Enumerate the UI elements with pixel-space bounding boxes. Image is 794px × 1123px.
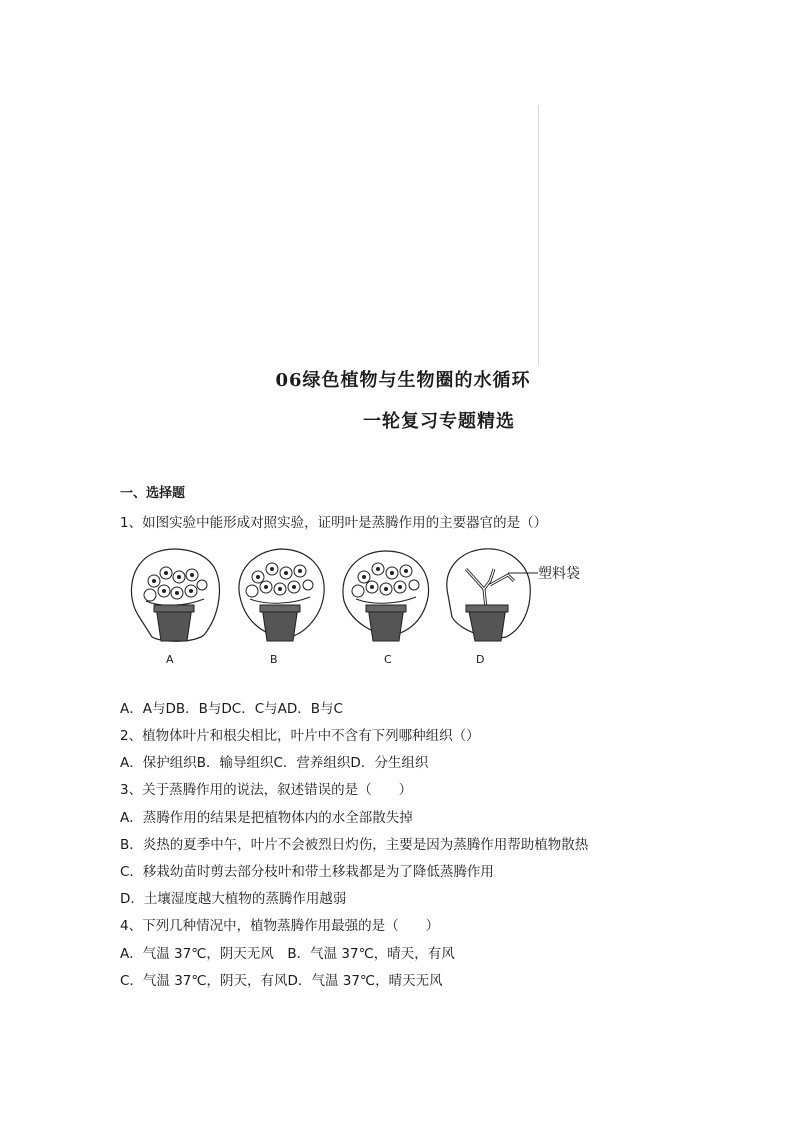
experiment-figure — [120, 545, 600, 675]
question-4-options-cd: C．气温 37℃，阴天，有风D．气温 37℃，晴天无风 — [120, 973, 443, 989]
question-4-stem: 4、下列几种情况中，植物蒸腾作用最强的是（ ） — [120, 918, 440, 934]
question-3-option-c: C．移栽幼苗时剪去部分枝叶和带土移栽都是为了降低蒸腾作用 — [120, 864, 494, 880]
section-heading: 一、选择题 — [120, 486, 186, 501]
question-1-stem: 1、如图实验中能形成对照实验，证明叶是蒸腾作用的主要器官的是（） — [120, 515, 548, 531]
question-3-stem: 3、关于蒸腾作用的说法，叙述错误的是（ ） — [120, 782, 413, 798]
plant-d-bagged-illustration — [438, 545, 538, 650]
question-4-options-ab: A．气温 37℃，阴天无风 B．气温 37℃，晴天，有风 — [120, 946, 455, 962]
plant-c-bagged-illustration — [336, 545, 436, 650]
plant-b-label: B — [270, 653, 278, 666]
question-3-option-b: B．炎热的夏季中午，叶片不会被烈日灼伤，主要是因为蒸腾作用帮助植物散热 — [120, 837, 589, 853]
question-2-options: A．保护组织B．输导组织C．营养组织D．分生组织 — [120, 755, 429, 771]
plant-a-bagged-illustration — [124, 545, 224, 650]
document-title: 06绿色植物与生物圈的水循环 — [275, 370, 531, 391]
plant-c-label: C — [384, 653, 392, 666]
plastic-bag-label: 塑料袋 — [538, 566, 580, 582]
margin-line — [538, 105, 539, 365]
question-3-option-d: D．土壤湿度越大植物的蒸腾作用越弱 — [120, 891, 347, 907]
question-1-options: A．A与DB．B与DC．C与AD．B与C — [120, 701, 343, 717]
plant-b-bagged-illustration — [230, 545, 330, 650]
bag-pointer-line — [508, 571, 538, 575]
plant-a-label: A — [166, 653, 174, 666]
document-subtitle: 一轮复习专题精选 — [363, 411, 515, 432]
question-2-stem: 2、植物体叶片和根尖相比，叶片中不含有下列哪种组织（） — [120, 728, 480, 744]
question-3-option-a: A．蒸腾作用的结果是把植物体内的水全部散失掉 — [120, 810, 413, 826]
plant-d-label: D — [476, 653, 485, 666]
